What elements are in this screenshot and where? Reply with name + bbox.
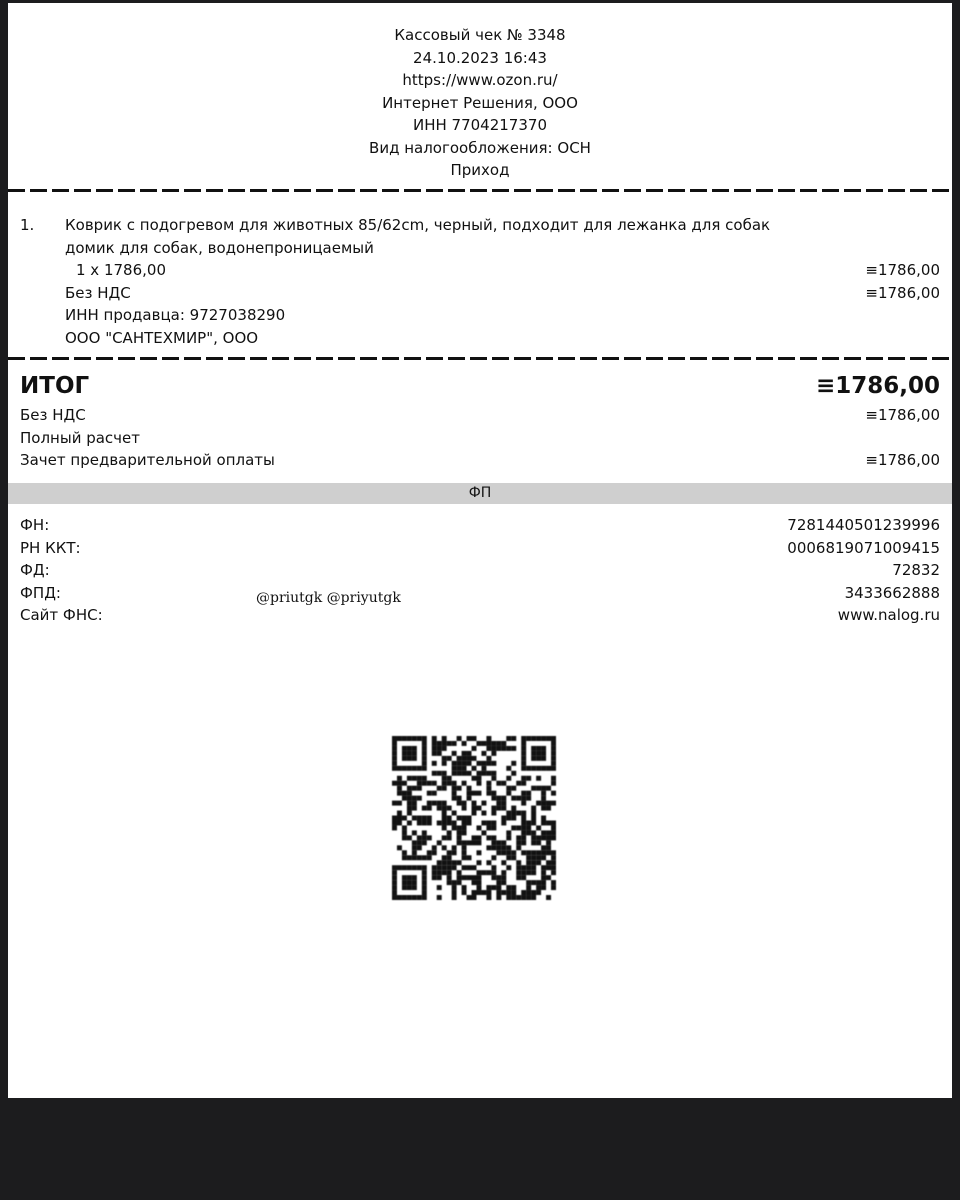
fp-bar: ФП (8, 483, 952, 504)
store-website: https://www.ozon.ru/ (402, 71, 558, 89)
fiscal-row (20, 604, 940, 627)
total-vat-amount: ≡1786,00 (865, 406, 940, 424)
item-quantity-row (65, 259, 940, 282)
divider (8, 189, 952, 192)
fiscal-label: РН ККТ: (20, 538, 81, 557)
fiscal-value: 0006819071009415 (787, 538, 940, 557)
fiscal-label: ФД: (20, 561, 50, 579)
item-quantity-price: 1 x 1786,00 (76, 261, 166, 279)
total-vat-label: Без НДС (20, 406, 86, 424)
tax-system: Вид налогообложения: ОСН (369, 138, 591, 157)
receipt-title: Кассовый чек № 3348 (394, 26, 566, 44)
payment-type-row (20, 427, 940, 450)
fiscal-value: 7281440501239996 (787, 516, 940, 534)
qr-code-icon (392, 736, 556, 900)
item-name-line1: Коврик с подогревом для животных 85/62cm, черный, подходит для лежанка для собак (65, 216, 771, 234)
total-label: ИТОГ (20, 373, 90, 399)
fiscal-row (20, 537, 940, 560)
fiscal-label: ФПД: (20, 583, 61, 602)
total-amount: ≡1786,00 (815, 373, 940, 399)
seller-name: ООО "САНТЕХМИР", ООО (65, 328, 259, 347)
totals-section (20, 368, 940, 472)
receipt (8, 3, 952, 1098)
receipt-datetime: 24.10.2023 16:43 (413, 48, 547, 67)
watermark: @priutgk @priyutgk (256, 590, 401, 606)
company-inn: ИНН 7704217370 (413, 116, 547, 134)
item-vat-row (65, 282, 940, 305)
fiscal-data (20, 514, 940, 627)
item-number: 1. (20, 216, 35, 234)
fiscal-label: Сайт ФНС: (20, 606, 103, 624)
prepayment-label: Зачет предварительной оплаты (20, 451, 275, 469)
fiscal-value: 72832 (892, 561, 940, 579)
divider (8, 357, 952, 360)
fiscal-row (20, 514, 940, 537)
operation-type: Приход (450, 161, 510, 179)
fiscal-label: ФН: (20, 516, 50, 534)
line-item (20, 214, 940, 349)
item-vat-label: Без НДС (65, 283, 131, 302)
prepayment-row (20, 449, 940, 472)
company-name: Интернет Решения, ООО (382, 93, 578, 112)
item-vat-amount: ≡1786,00 (865, 283, 940, 302)
total-vat-row (20, 404, 940, 427)
receipt-header (8, 3, 952, 182)
fiscal-row (20, 582, 940, 605)
fiscal-value: 3433662888 (844, 583, 940, 602)
item-name-line2: домик для собак, водонепроницаемый (65, 238, 374, 257)
total-row (20, 368, 940, 404)
fiscal-value: www.nalog.ru (837, 606, 940, 624)
seller-inn: ИНН продавца: 9727038290 (65, 306, 286, 324)
item-amount: ≡1786,00 (865, 261, 940, 279)
fiscal-row (20, 559, 940, 582)
prepayment-amount: ≡1786,00 (865, 451, 940, 469)
payment-type: Полный расчет (20, 428, 140, 447)
